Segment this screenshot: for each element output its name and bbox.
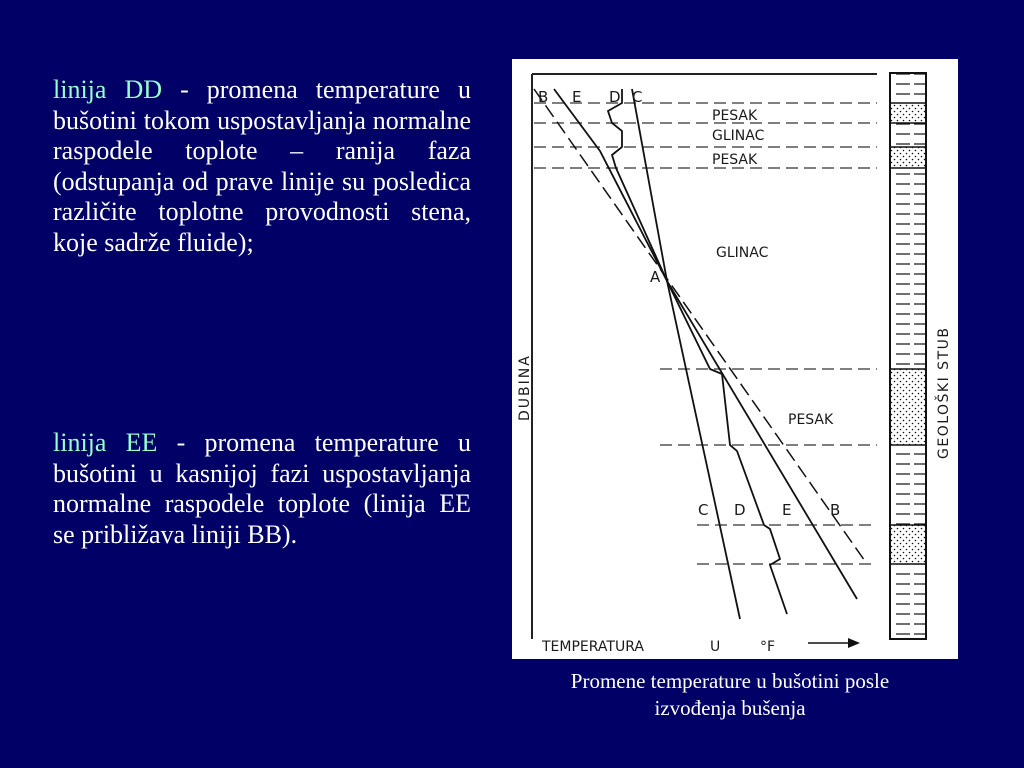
temperature-axis-label: TEMPERATURA xyxy=(542,639,644,655)
temperature-depth-diagram xyxy=(512,59,958,659)
caption-line-1: Promene temperature u bušotini posle xyxy=(570,669,890,693)
layer-label-sand: PESAK xyxy=(712,152,758,168)
top-label-d: D xyxy=(609,88,621,106)
layer-boundaries xyxy=(534,103,877,564)
layer-label-clay: GLINAC xyxy=(716,245,769,261)
depth-axis-label: DUBINA xyxy=(517,354,533,421)
layer-label-sand: PESAK xyxy=(788,412,834,428)
bottom-label-c: C xyxy=(698,501,709,519)
line-dd-description: - promena temperature u bušotini tokom uspostavljanja normalne raspodele toplote – ranija faza (odstupanja od prave linije su posledica različite toplotne provodnosti stena, koje sadrže fluide); xyxy=(53,75,471,257)
bottom-label-b: B xyxy=(830,501,841,519)
description-paragraph-ee xyxy=(53,428,471,550)
geological-column-label: GEOLOŠKI STUB xyxy=(936,326,952,459)
bottom-label-d: D xyxy=(734,501,746,519)
temperature-unit-u: U xyxy=(710,639,721,655)
caption-line-2: izvođenja bušenja xyxy=(654,696,806,720)
temperature-axis-arrow-icon xyxy=(808,638,860,648)
bottom-label-e: E xyxy=(782,501,792,519)
line-bb xyxy=(534,89,867,564)
line-ee-term: linija EE xyxy=(53,428,158,457)
geological-column xyxy=(890,73,926,639)
temperature-depth-figure xyxy=(512,59,958,659)
temperature-unit-f: °F xyxy=(760,639,776,655)
line-ee xyxy=(554,89,857,599)
top-label-e: E xyxy=(572,88,582,106)
top-label-b: B xyxy=(538,88,549,106)
point-a-label: A xyxy=(650,268,661,286)
line-ee-description: - promena temperature u bušotini u kasnijoj fazi uspostavljanja normalne raspodele toplote (linija EE se približava liniji BB). xyxy=(53,428,471,549)
layer-label-clay: GLINAC xyxy=(712,128,765,144)
description-paragraph-dd xyxy=(53,75,471,258)
top-label-c: C xyxy=(632,88,643,106)
figure-caption xyxy=(500,668,960,722)
layer-label-sand: PESAK xyxy=(712,108,758,124)
line-dd-term: linija DD xyxy=(53,75,163,104)
